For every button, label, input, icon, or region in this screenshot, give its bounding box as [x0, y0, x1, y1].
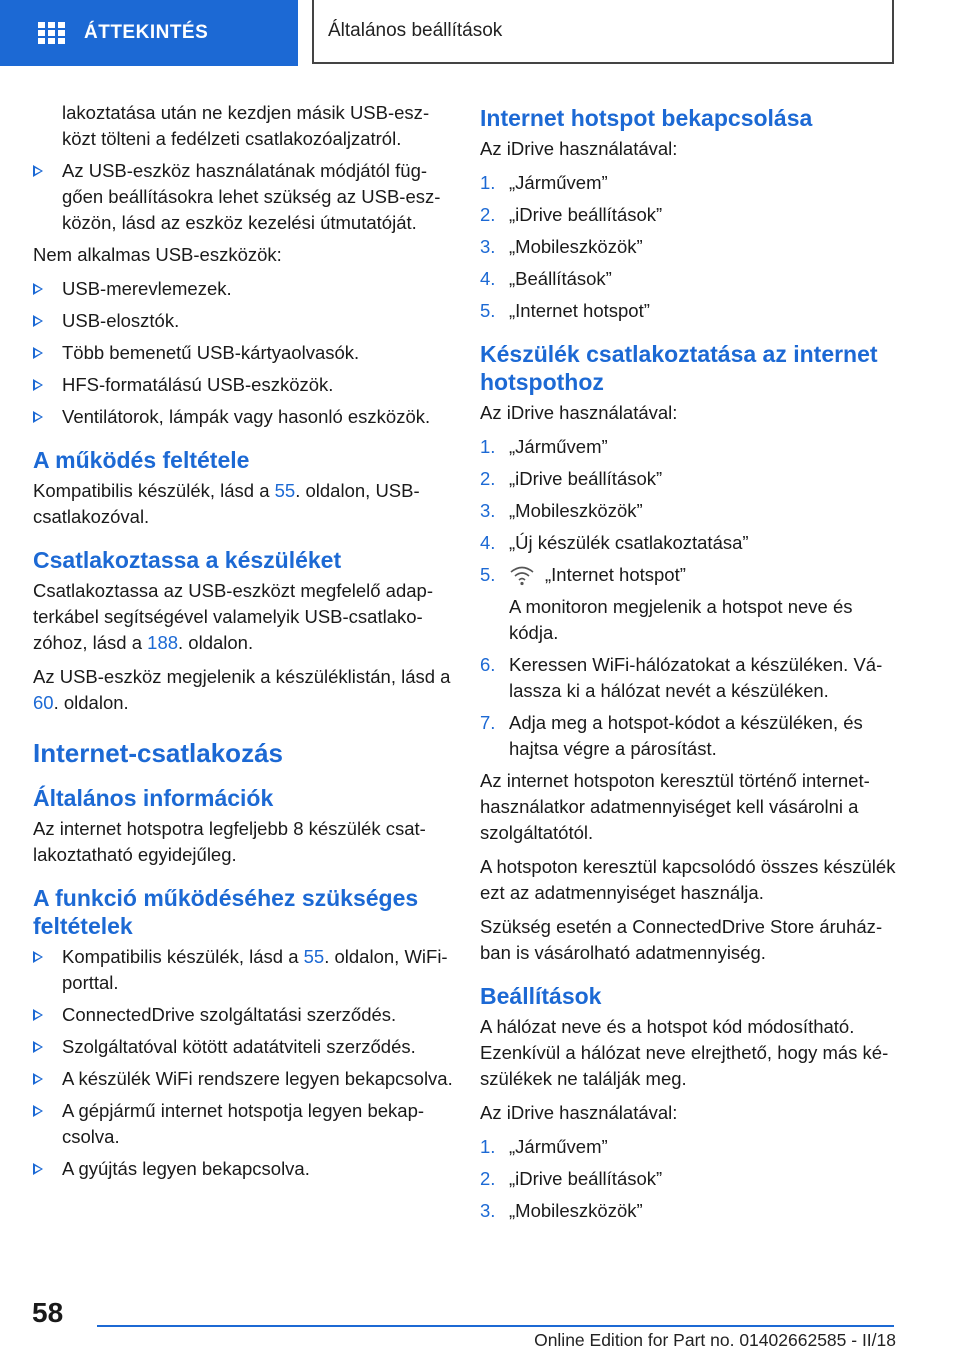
- data-shared-text: A hotspoton keresztül kapcsolódó összes készülék ezt az adatmennyiséget használja.: [480, 856, 896, 903]
- list-item: A gyújtás legyen bekapcsolva.: [33, 1156, 453, 1182]
- list-item: USB-merevlemezek.: [33, 276, 453, 302]
- list-item: Több bemenetű USB-kártyaolvasók.: [33, 340, 453, 366]
- list-item: 4. „Új készülék csatlakoztatása”: [480, 532, 749, 553]
- list-item: 1. „Járművem”: [480, 436, 608, 457]
- list-item: 1. „Járművem”: [480, 172, 608, 193]
- requirements-heading: A funkció működéséhez szükséges feltételek: [33, 885, 419, 939]
- general-info-heading: Általános információk: [33, 785, 274, 811]
- list-item: 4. „Beállítások”: [480, 268, 612, 289]
- settings-text: A hálózat neve és a hotspot kód módosítható. Ezenkívül a hálózat neve elrejthető, hogy más készülékek ne találják meg.: [480, 1016, 889, 1089]
- requirements-list: [33, 944, 453, 1182]
- connecteddrive-store-text: Szükség esetén a ConnectedDrive Store áruházban is vásárolható adatmennyiség.: [480, 916, 883, 963]
- page-link-55[interactable]: 55: [303, 946, 325, 967]
- bullet-triangle-icon: [33, 283, 43, 295]
- right-column: [480, 100, 900, 1230]
- bullet-triangle-icon: [33, 951, 43, 963]
- overview-tab-label: ÁTTEKINTÉS: [84, 22, 209, 43]
- page-link-60[interactable]: 60: [33, 692, 54, 713]
- function-heading: A működés feltétele: [33, 447, 250, 473]
- settings-heading: Beállítások: [480, 983, 602, 1009]
- list-item: ConnectedDrive szolgáltatási szerződés.: [33, 1002, 453, 1028]
- step5-note: A monitoron megjelenik a hotspot neve és kódja.: [509, 596, 853, 643]
- bullet-triangle-icon: [33, 315, 43, 327]
- hotspot-steps: [480, 170, 900, 324]
- wifi-icon: [509, 564, 535, 586]
- page-link-188[interactable]: 188: [147, 632, 179, 653]
- bullet-triangle-icon: [33, 165, 43, 177]
- list-item: 6. Keressen WiFi-hálózatokat a készüléken. Válassza ki a hálózat nevét a készüléken.: [480, 654, 883, 701]
- list-item: 5. „Internet hotspot”: [480, 564, 686, 585]
- function-text: Kompatibilis készülék, lásd a 55. oldalon, USB-csatlakozóval.: [33, 480, 420, 527]
- connect-steps: [480, 434, 900, 588]
- list-item: 5. „Internet hotspot”: [480, 300, 650, 321]
- settings-steps: [480, 1134, 900, 1224]
- section-title-text: Általános beállítások: [328, 20, 503, 41]
- bullet-triangle-icon: [33, 1105, 43, 1117]
- bullet-triangle-icon: [33, 347, 43, 359]
- unsuitable-heading: Nem alkalmas USB-eszközök:: [33, 244, 282, 265]
- list-item: A készülék WiFi rendszere legyen bekapcsolva.: [33, 1066, 453, 1092]
- unsuitable-list: [33, 276, 453, 430]
- list-item: A gépjármű internet hotspotja legyen bekapcsolva.: [33, 1098, 453, 1150]
- continued-bullet: lakoztatása után ne kezdjen másik USB-eszközt tölteni a fedélzeti csatlakozóaljzatról.: [62, 102, 430, 149]
- list-item: Ventilátorok, lámpák vagy hasonló eszközök.: [33, 404, 453, 430]
- page-header: [0, 0, 960, 66]
- left-column: [33, 100, 453, 1188]
- list-item: Szolgáltatóval kötött adatátviteli szerződés.: [33, 1034, 453, 1060]
- list-item: 2. „iDrive beállítások”: [480, 1168, 663, 1189]
- idrive-intro: Az iDrive használatával:: [480, 138, 678, 159]
- connect-text: Csatlakoztassa az USB-eszközt megfelelő adapterkábel segítségével valamelyik USB-csatlakozóhoz, lásd a 188. oldalon.: [33, 580, 434, 653]
- bullet-triangle-icon: [33, 411, 43, 423]
- bullet-triangle-icon: [33, 1163, 43, 1175]
- internet-heading: Internet-csatlakozás: [33, 738, 283, 768]
- connect-device-heading: Csatlakoztassa a készüléket: [33, 547, 342, 573]
- list-item: Az USB-eszköz használatának módjától függően beállításokra lehet szükség az USB-eszközön, lásd az eszköz kezelési útmutatóját.: [33, 158, 453, 236]
- list-item: 1. „Járművem”: [480, 1136, 608, 1157]
- devicelist-text: Az USB-eszköz megjelenik a készüléklistán, lásd a 60. oldalon.: [33, 666, 451, 713]
- driver-bullet-list: [33, 158, 453, 236]
- hotspot-heading: Internet hotspot bekapcsolása: [480, 105, 813, 131]
- data-purchase-text: Az internet hotspoton keresztül történő internethasználatkor adatmennyiséget kell vásárolni a szolgáltatótól.: [480, 770, 870, 843]
- bullet-triangle-icon: [33, 1073, 43, 1085]
- page-link-55[interactable]: 55: [274, 480, 296, 501]
- idrive-intro: Az iDrive használatával:: [480, 1102, 678, 1123]
- idrive-intro: Az iDrive használatával:: [480, 402, 678, 423]
- bullet-triangle-icon: [33, 1009, 43, 1021]
- bullet-triangle-icon: [33, 379, 43, 391]
- grid-menu-icon: [38, 22, 66, 44]
- section-title: [312, 0, 894, 64]
- list-item: HFS-formatálású USB-eszközök.: [33, 372, 453, 398]
- overview-tab[interactable]: [0, 0, 298, 66]
- connect-steps-cont: [480, 652, 900, 762]
- list-item: 2. „iDrive beállítások”: [480, 204, 663, 225]
- list-item: USB-elosztók.: [33, 308, 453, 334]
- bullet-triangle-icon: [33, 1041, 43, 1053]
- page-number: 58: [32, 1297, 64, 1328]
- list-item: Kompatibilis készülék, lásd a 55. oldalon, WiFi-porttal.: [33, 944, 453, 996]
- list-item: 3. „Mobileszközök”: [480, 500, 643, 521]
- list-item: 7. Adja meg a hotspot-kódot a készüléken, és hajtsa végre a párosítást.: [480, 712, 863, 759]
- edition-text: Online Edition for Part no. 01402662585 - II/18: [534, 1330, 896, 1350]
- list-item: 3. „Mobileszközök”: [480, 1200, 643, 1221]
- footer-divider: [97, 1325, 894, 1327]
- list-item: 3. „Mobileszközök”: [480, 236, 643, 257]
- connect-hotspot-heading: Készülék csatlakoztatása az internet hotspothoz: [480, 341, 878, 395]
- list-item: 2. „iDrive beállítások”: [480, 468, 663, 489]
- general-info-text: Az internet hotspotra legfeljebb 8 készülék csatlakoztatható egyidejűleg.: [33, 818, 426, 865]
